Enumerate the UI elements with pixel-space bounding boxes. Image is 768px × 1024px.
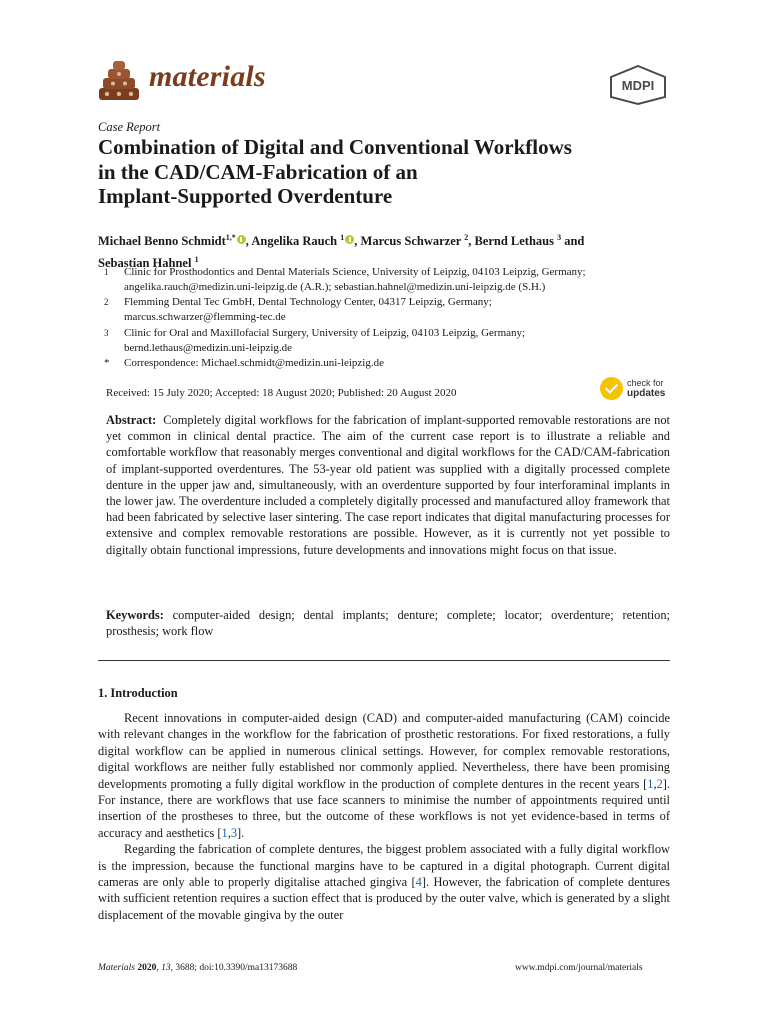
affiliation-mark: 3: [104, 327, 109, 338]
footer-url[interactable]: www.mdpi.com/journal/materials: [515, 963, 643, 973]
author-separator: and: [561, 234, 585, 249]
affiliation-item: [104, 295, 684, 324]
paragraph-text: ,: [653, 776, 657, 791]
body-text: [98, 710, 670, 923]
author-separator: ,: [245, 234, 252, 249]
paragraph: [98, 710, 670, 841]
check-icon: [600, 377, 623, 400]
mdpi-logo-text: MDPI: [621, 78, 655, 93]
title-line: in the CAD/CAM-Fabrication of an: [98, 159, 418, 184]
abstract: [106, 412, 670, 558]
footer-year: 2020: [137, 963, 157, 973]
article-title: [98, 135, 698, 209]
author-affiliation-mark: 1,*: [225, 233, 236, 242]
paragraph-text: ]. However, the fabrication of complete dentures with sufficient retention requires a suction effect that is produced by the outer valve, which is generated by a slight displacement of the movable gingiva by the outer: [98, 875, 671, 922]
paragraph-text: ]. For instance, there are workflows that use face scanners to minimise the number of appointments required until insertion of the prostheses to three, but the outcome of these workflows is not yet evidence-based in terms of accuracy and aesthetics [: [98, 776, 670, 840]
citation-link[interactable]: 2: [656, 776, 663, 791]
affiliation-mark: 1: [104, 267, 109, 277]
affiliation-item: [104, 326, 684, 355]
paragraph-text: ].: [237, 825, 245, 840]
citation-link[interactable]: 4: [415, 875, 422, 890]
author-name[interactable]: Sebastian Hahnel: [98, 255, 192, 270]
check-for-updates-button[interactable]: [600, 376, 672, 402]
footer-citation: Materials 2020, 13, 3688; doi:10.3390/ma13173688: [98, 963, 298, 973]
affiliations: [104, 265, 684, 372]
affiliation-email[interactable]: angelika.rauch@medizin.uni-leipzig.de (A.R.); sebastian.hahnel@medizin.uni-leipzig.de (S.H.): [124, 280, 546, 293]
abstract-text: Completely digital workflows for the fabrication of implant-supported removable restorations are not yet common in clinical dental practice. The aim of the current case report is to illustrate a reliable and comfortable workflow that reasonably merges conventional and digital workflows for the CAD/CAM-fabrication of implant-supported overdentures. The 53-year old patient was supplied with a digitally processed complete denture in the upper jaw and, simultaneously, with an overdenture supported by four interforaminal implants in the lower jaw. The overdenture included a completely digitally processed and manufactured alloy framework that had been fabricated by selective laser sintering. The case report indicates that digital manufacturing processes for extensive and complex removable restorations are possible. However, as it is currently not yet possible to digitally obtain functional impressions, future developments and innovations might focus on that issue.: [106, 413, 670, 557]
title-line: Implant-Supported Overdenture: [98, 184, 393, 208]
author-separator: ,: [468, 234, 475, 249]
check-label-bottom: updates: [627, 388, 666, 399]
orcid-icon[interactable]: [237, 235, 246, 244]
journal-name: materials: [149, 60, 266, 93]
orcid-icon[interactable]: [345, 235, 354, 244]
paragraph-text: Regarding the fabrication of complete dentures, the biggest problem associated with a fully digital workflow is the impression, because the functional margins have to be captured in a digital photograph. Current digital cameras are only able to properly digitalise attached gingiva [: [98, 842, 670, 890]
author-name[interactable]: Bernd Lethaus: [474, 234, 554, 249]
affiliation-mark: *: [104, 357, 110, 370]
correspondence-email[interactable]: Correspondence: Michael.schmidt@medizin.uni-leipzig.de: [124, 357, 384, 370]
author-affiliation-mark: 2: [464, 233, 469, 242]
keywords-text: computer-aided design; dental implants; denture; complete; locator; overdenture; retention; prosthesis; work flow: [106, 608, 670, 639]
affiliation-email[interactable]: marcus.schwarzer@flemming-tec.de: [124, 311, 286, 324]
correspondence-item: [104, 356, 684, 371]
author-affiliation-mark: 3: [557, 233, 562, 242]
author-name[interactable]: Marcus Schwarzer: [360, 234, 462, 249]
keywords: [106, 607, 670, 639]
section-heading: 1. Introduction: [98, 686, 178, 700]
author-affiliation-mark: 1: [340, 233, 345, 242]
affiliation-email[interactable]: bernd.lethaus@medizin.uni-leipzig.de: [124, 341, 293, 354]
citation-link[interactable]: 1: [647, 776, 654, 791]
article-type: Case Report: [98, 120, 161, 134]
mdpi-logo-icon: [607, 64, 669, 106]
author-name[interactable]: Michael Benno Schmidt: [98, 234, 226, 249]
footer-volume: 13: [161, 963, 171, 973]
affiliation-line: Clinic for Oral and Maxillofacial Surgery, University of Leipzig, 04103 Leipzig, Germany;: [124, 326, 526, 339]
paragraph-text: ,: [227, 825, 231, 840]
publication-dates: Received: 15 July 2020; Accepted: 18 August 2020; Published: 20 August 2020: [106, 387, 457, 399]
paragraph-text: Recent innovations in computer-aided design (CAD) and computer-aided manufacturing (CAM) coincide with relevant changes in the workflow for the fabrication of prosthetic restorations. For fixed restorations, a fully digital workflow can be applied in numerous clinical settings. However, for complex removable restorations, digital workflows are neither fully established nor commonly applied. Nevertheless, there have been promising developments promoting a fully digital workflow in the production of complete dentures in the recent years [: [98, 711, 670, 791]
keywords-label: Keywords:: [106, 608, 164, 622]
title-line: Combination of Digital and Conventional Workflows: [98, 135, 572, 159]
author-affiliation-mark: 1: [194, 254, 199, 264]
affiliation-line: Clinic for Prosthodontics and Dental Materials Science, University of Leipzig, 04103 Leipzig, Germany;: [124, 266, 586, 278]
abstract-label: Abstract:: [106, 413, 157, 427]
citation-link[interactable]: 1: [221, 825, 228, 840]
citation-link[interactable]: 3: [230, 825, 238, 840]
author-name[interactable]: Angelika Rauch: [251, 234, 338, 249]
footer-doi[interactable]: , 3688; doi:10.3390/ma13173688: [170, 963, 298, 973]
footer-journal: Materials: [98, 963, 135, 973]
journal-logo-icon: [97, 58, 141, 102]
check-label-top: check for: [627, 378, 664, 388]
affiliation-item: [104, 265, 684, 294]
affiliation-line: Flemming Dental Tec GmbH, Dental Technology Center, 04317 Leipzig, Germany;: [124, 296, 492, 309]
section-divider: [98, 660, 670, 661]
paragraph: [98, 841, 670, 923]
affiliation-mark: 2: [104, 297, 109, 308]
author-separator: ,: [354, 234, 361, 249]
